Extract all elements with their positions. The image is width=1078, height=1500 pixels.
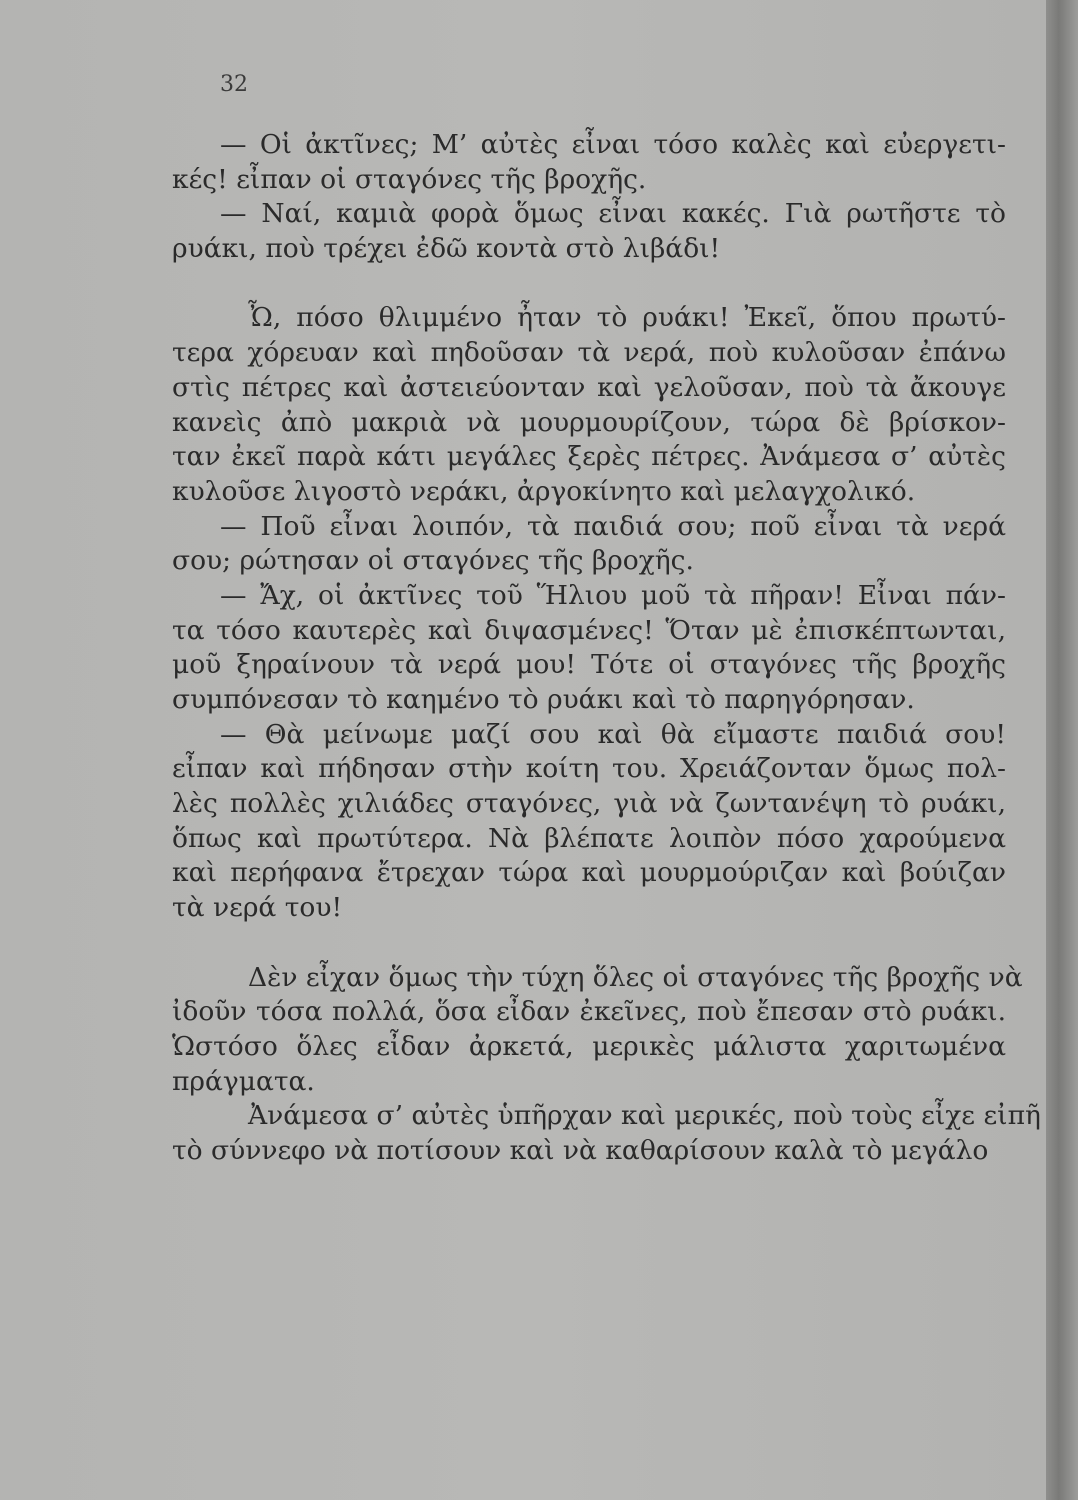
text-line: Δὲν εἶχαν ὅμως τὴν τύχη ὅλες οἱ σταγόνες τῆς βροχῆς νὰ bbox=[248, 961, 1023, 993]
text-line: σου; ρώτησαν οἱ σταγόνες τῆς βροχῆς. bbox=[172, 545, 694, 577]
text-line: ρυάκι, ποὺ τρέχει ἐδῶ κοντὰ στὸ λιβάδι! bbox=[172, 233, 721, 265]
text-line: Ὡστόσο ὅλες εἶδαν ἀρκετά, μερικὲς μάλιστα χαριτωμένα bbox=[172, 1030, 1006, 1062]
text-line: Ἀνάμεσα σ’ αὐτὲς ὑπῆρχαν καὶ μερικές, ποὺ τοὺς εἶχε εἰπῆ bbox=[248, 1100, 1041, 1132]
text-line: τερα χόρευαν καὶ πηδοῦσαν τὰ νερά, ποὺ κυλοῦσαν ἐπάνω bbox=[172, 337, 1006, 369]
text-line: — Θὰ μείνωμε μαζί σου καὶ θὰ εἴμαστε παιδιά σου! bbox=[220, 718, 1006, 750]
text-line: λὲς πολλὲς χιλιάδες σταγόνες, γιὰ νὰ ζωντανέψη τὸ ρυάκι, bbox=[172, 788, 1006, 820]
text-line: μοῦ ξηραίνουν τὰ νερά μου! Τότε οἱ σταγόνες τῆς βροχῆς bbox=[172, 649, 1006, 681]
text-line: — Οἱ ἀκτῖνες; Μ’ αὐτὲς εἶναι τόσο καλὲς καὶ εὐεργετι- bbox=[220, 129, 1006, 160]
text-line: κές! εἶπαν οἱ σταγόνες τῆς βροχῆς. bbox=[172, 163, 647, 195]
text-line: — Ἄχ, οἱ ἀκτῖνες τοῦ Ἥλιου μοῦ τὰ πῆραν! Εἶναι πάν- bbox=[220, 579, 1006, 611]
text-line: τὰ νερά του! bbox=[172, 892, 343, 924]
text-line: Ὦ, πόσο θλιμμένο ἦταν τὸ ρυάκι! Ἐκεῖ, ὅπου πρωτύ- bbox=[248, 302, 1006, 334]
text-line: συμπόνεσαν τὸ καημένο τὸ ρυάκι καὶ τὸ παρηγόρησαν. bbox=[172, 684, 915, 715]
text-line: εἶπαν καὶ πήδησαν στὴν κοίτη του. Χρειάζονταν ὅμως πολ- bbox=[172, 753, 1006, 785]
text-line: πράγματα. bbox=[172, 1065, 315, 1097]
text-line: ταν ἐκεῖ παρὰ κάτι μεγάλες ξερὲς πέτρες. Ἀνάμεσα σ’ αὐτὲς bbox=[172, 441, 1006, 473]
text-line: κανεὶς ἀπὸ μακριὰ νὰ μουρμουρίζουν, τώρα δὲ βρίσκον- bbox=[172, 406, 1006, 438]
binding-shadow bbox=[1046, 0, 1078, 1500]
paragraph-gap bbox=[172, 267, 1006, 302]
text-line: ἰδοῦν τόσα πολλά, ὅσα εἶδαν ἐκεῖνες, ποὺ ἔπεσαν στὸ ρυάκι. bbox=[172, 996, 1006, 1028]
body-text bbox=[172, 128, 1041, 1169]
text-line: τα τόσο καυτερὲς καὶ διψασμένες! Ὅταν μὲ ἐπισκέπτωνται, bbox=[172, 614, 1006, 646]
text-line: ὅπως καὶ πρωτύτερα. Νὰ βλέπατε λοιπὸν πόσο χαρούμενα bbox=[172, 822, 1006, 854]
text-line: τὸ σύννεφο νὰ ποτίσουν καὶ νὰ καθαρίσουν καλὰ τὸ μεγάλο bbox=[172, 1134, 989, 1166]
text-line: — Ποῦ εἶναι λοιπόν, τὰ παιδιά σου; ποῦ εἶναι τὰ νερά bbox=[220, 510, 1006, 542]
page-number: 32 bbox=[220, 72, 248, 97]
text-line: — Ναί, καμιὰ φορὰ ὅμως εἶναι κακές. Γιὰ ρωτῆστε τὸ bbox=[220, 198, 1006, 230]
text-line: καὶ περήφανα ἔτρεχαν τώρα καὶ μουρμούριζαν καὶ βούιζαν bbox=[172, 857, 1006, 889]
paragraph-gap bbox=[172, 926, 1006, 961]
text-line: στὶς πέτρες καὶ ἀστειεύονταν καὶ γελοῦσαν, ποὺ τὰ ἄκουγε bbox=[172, 371, 1006, 403]
text-line: κυλοῦσε λιγοστὸ νεράκι, ἀργοκίνητο καὶ μελαγχολικό. bbox=[172, 475, 916, 507]
